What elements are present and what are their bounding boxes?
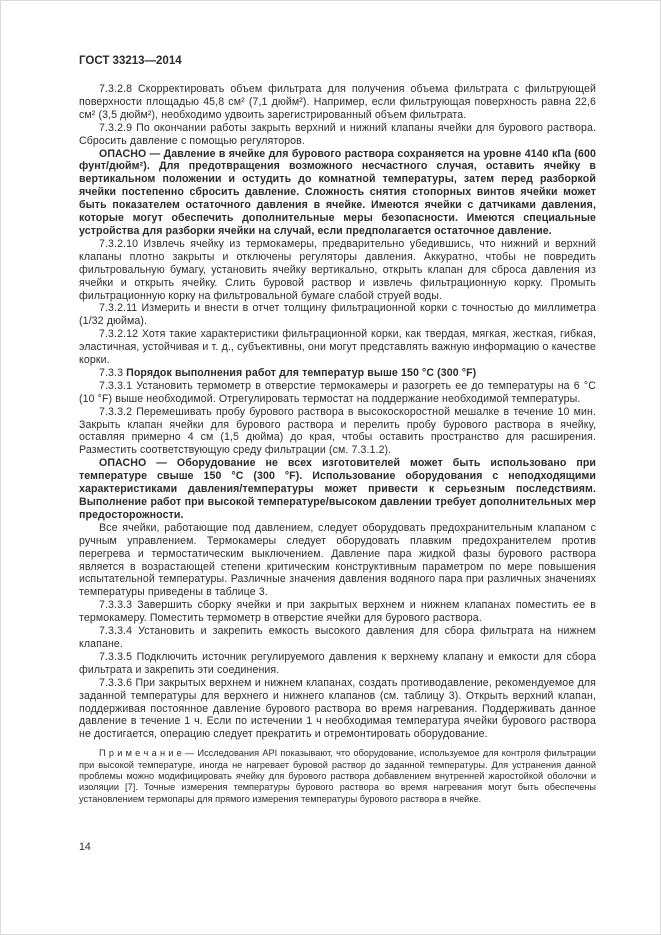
paragraph-7-3-2-12: 7.3.2.12 Хотя такие характеристики фильтрационной корки, как твердая, мягкая, жесткая, гибкая, эластичная, устойчивая и т. д., субъективны, они могут представлять важную информацию о качестве корки. bbox=[79, 328, 596, 367]
section-heading-7-3-3 bbox=[79, 367, 596, 380]
note-api-research bbox=[79, 748, 596, 805]
danger-notice-pressure: ОПАСНО — Давление в ячейке для бурового раствора сохраняется на уровне 4140 кПа (600 фунт/дюйм²). Для предотвращения возможного несчастного случая, оставить ячейку в вертикальном положении и остудить до комнатной температуры, затем перед разборкой ячейки постепенно сбросить давление. Сложность снятия стопорных винтов ячейки может быть показателем остаточного давления в ячейке. Имеются ячейки с датчиками давления, которые могут обеспечить дополнительные меры безопасности. Имеются специальные устройства для разборки ячейки на случай, если предполагается остаточное давление. bbox=[79, 147, 596, 237]
paragraph-7-3-3-1: 7.3.3.1 Установить термометр в отверстие термокамеры и разогреть ее до температуры на 6 °С (10 °F) выше необходимой. Отрегулировать термостат на поддержание необходимой температуры. bbox=[79, 379, 596, 405]
paragraph-7-3-3-3: 7.3.3.3 Завершить сборку ячейки и при закрытых верхнем и нижнем клапанах поместить ее в термокамеру. Поместить термометр в отверстие ячейки для бурового раствора. bbox=[79, 599, 596, 625]
paragraph-7-3-3-4: 7.3.3.4 Установить и закрепить емкость высокого давления для сбора фильтрата на нижнем клапане. bbox=[79, 625, 596, 650]
section-number: 7.3.3 bbox=[99, 366, 127, 379]
paragraph-7-3-2-11: 7.3.2.11 Измерить и внести в отчет толщину фильтрационной корки с точностью до миллиметра (1/32 дюйма). bbox=[79, 302, 596, 328]
paragraph-7-3-3-6: 7.3.3.6 При закрытых верхнем и нижнем клапанах, создать противодавление, рекомендуемое для заданной температуры для верхнего и нижнего клапанов (см. таблицу 3). Открыть верхний клапан, поддерживая постоянное давление бурового раствора во время нагревания. Поддерживать данное давление в течение 1 ч. Если по истечении 1 ч необходимая температура ячейки бурового раствора не достигается, операцию следует прекратить и отремонтировать оборудование. bbox=[79, 676, 596, 741]
paragraph-safety-valves: Все ячейки, работающие под давлением, следует оборудовать предохранительным клапаном с ручным управлением. Термокамеры следует оборудовать плавким предохранителем против перегрева и термостатическим выключением. Давление пара жидкой фазы бурового раствора является в возрастающей степени критическим конструктивным параметром по мере повышения испытательной температуры. Различные значения давления водяного пара при различных значениях температуры приведены в таблице 3. bbox=[79, 521, 596, 599]
note-label: П р и м е ч а н и е bbox=[99, 748, 186, 759]
section-title: Порядок выполнения работ для температур выше 150 °С (300 °F) bbox=[126, 366, 477, 379]
running-header-doc-code: ГОСТ 33213—2014 bbox=[79, 55, 182, 67]
danger-notice-equipment: ОПАСНО — Оборудование не всех изготовителей может быть использовано при температуре свыше 150 °С (300 °F). Использование оборудования с неподходящими характеристиками давления/температуры может привести к серьезным последствиям. Выполнение работ при высокой температуре/высоком давлении требует дополнительных мер предосторожности. bbox=[79, 457, 596, 521]
document-body bbox=[79, 83, 596, 805]
paragraph-7-3-2-10: 7.3.2.10 Извлечь ячейку из термокамеры, предварительно убедившись, что нижний и верхний клапаны плотно закрыты и отключены регуляторы давления. Аккуратно, чтобы не повредить фильтровальную бумагу, установить ячейку вертикально, открыть клапан для сброса давления из ячейки и открыть ячейку. Слить буровой раствор и извлечь фильтрационную корку. Промыть фильтрационную корку на фильтровальной бумаге слабой струей воды. bbox=[79, 237, 596, 302]
paragraph-7-3-3-5: 7.3.3.5 Подключить источник регулируемого давления к верхнему клапану и емкости для сбора фильтрата и закрепить эти соединения. bbox=[79, 650, 596, 676]
paragraph-7-3-3-2: 7.3.3.2 Перемешивать пробу бурового раствора в высокоскоростной мешалке в течение 10 мин. Закрыть клапан ячейки для бурового раствора и перелить пробу бурового раствора в ячейку, оставляя примерно 4 см (1,5 дюйма) до края, чтобы оставить пространство для расширения. Разместить соответствующую среду фильтрации (см. 7.3.1.2). bbox=[79, 405, 596, 457]
page-number: 14 bbox=[79, 841, 91, 853]
paragraph-7-3-2-9: 7.3.2.9 По окончании работы закрыть верхний и нижний клапаны ячейки для бурового раствора. Сбросить давление с помощью регуляторов. bbox=[79, 121, 596, 147]
paragraph-7-3-2-8: 7.3.2.8 Скорректировать объем фильтрата для получения объема фильтрата с фильтрующей поверхности площадью 45,8 см² (7,1 дюйм²). Например, если фильтрующая поверхность равна 22,6 см² (3,5 дюйм²), необходимо удвоить зарегистрированный объем фильтрата. bbox=[79, 83, 596, 121]
note-text: — Исследования API показывают, что оборудование, используемое для контроля фильтрации при высокой температуре, иногда не нагревает буровой раствор до заданной температуры. Для устранения данной проблемы можно модифицировать ячейку для бурового раствора добавлением внутренней жаростойкой оболочки и изоляции [7]. Точные измерения температуры бурового раствора во время нагревания могут быть обеспечены установлением термопары для прямого измерения температуры бурового раствора в ячейке. bbox=[79, 748, 596, 804]
